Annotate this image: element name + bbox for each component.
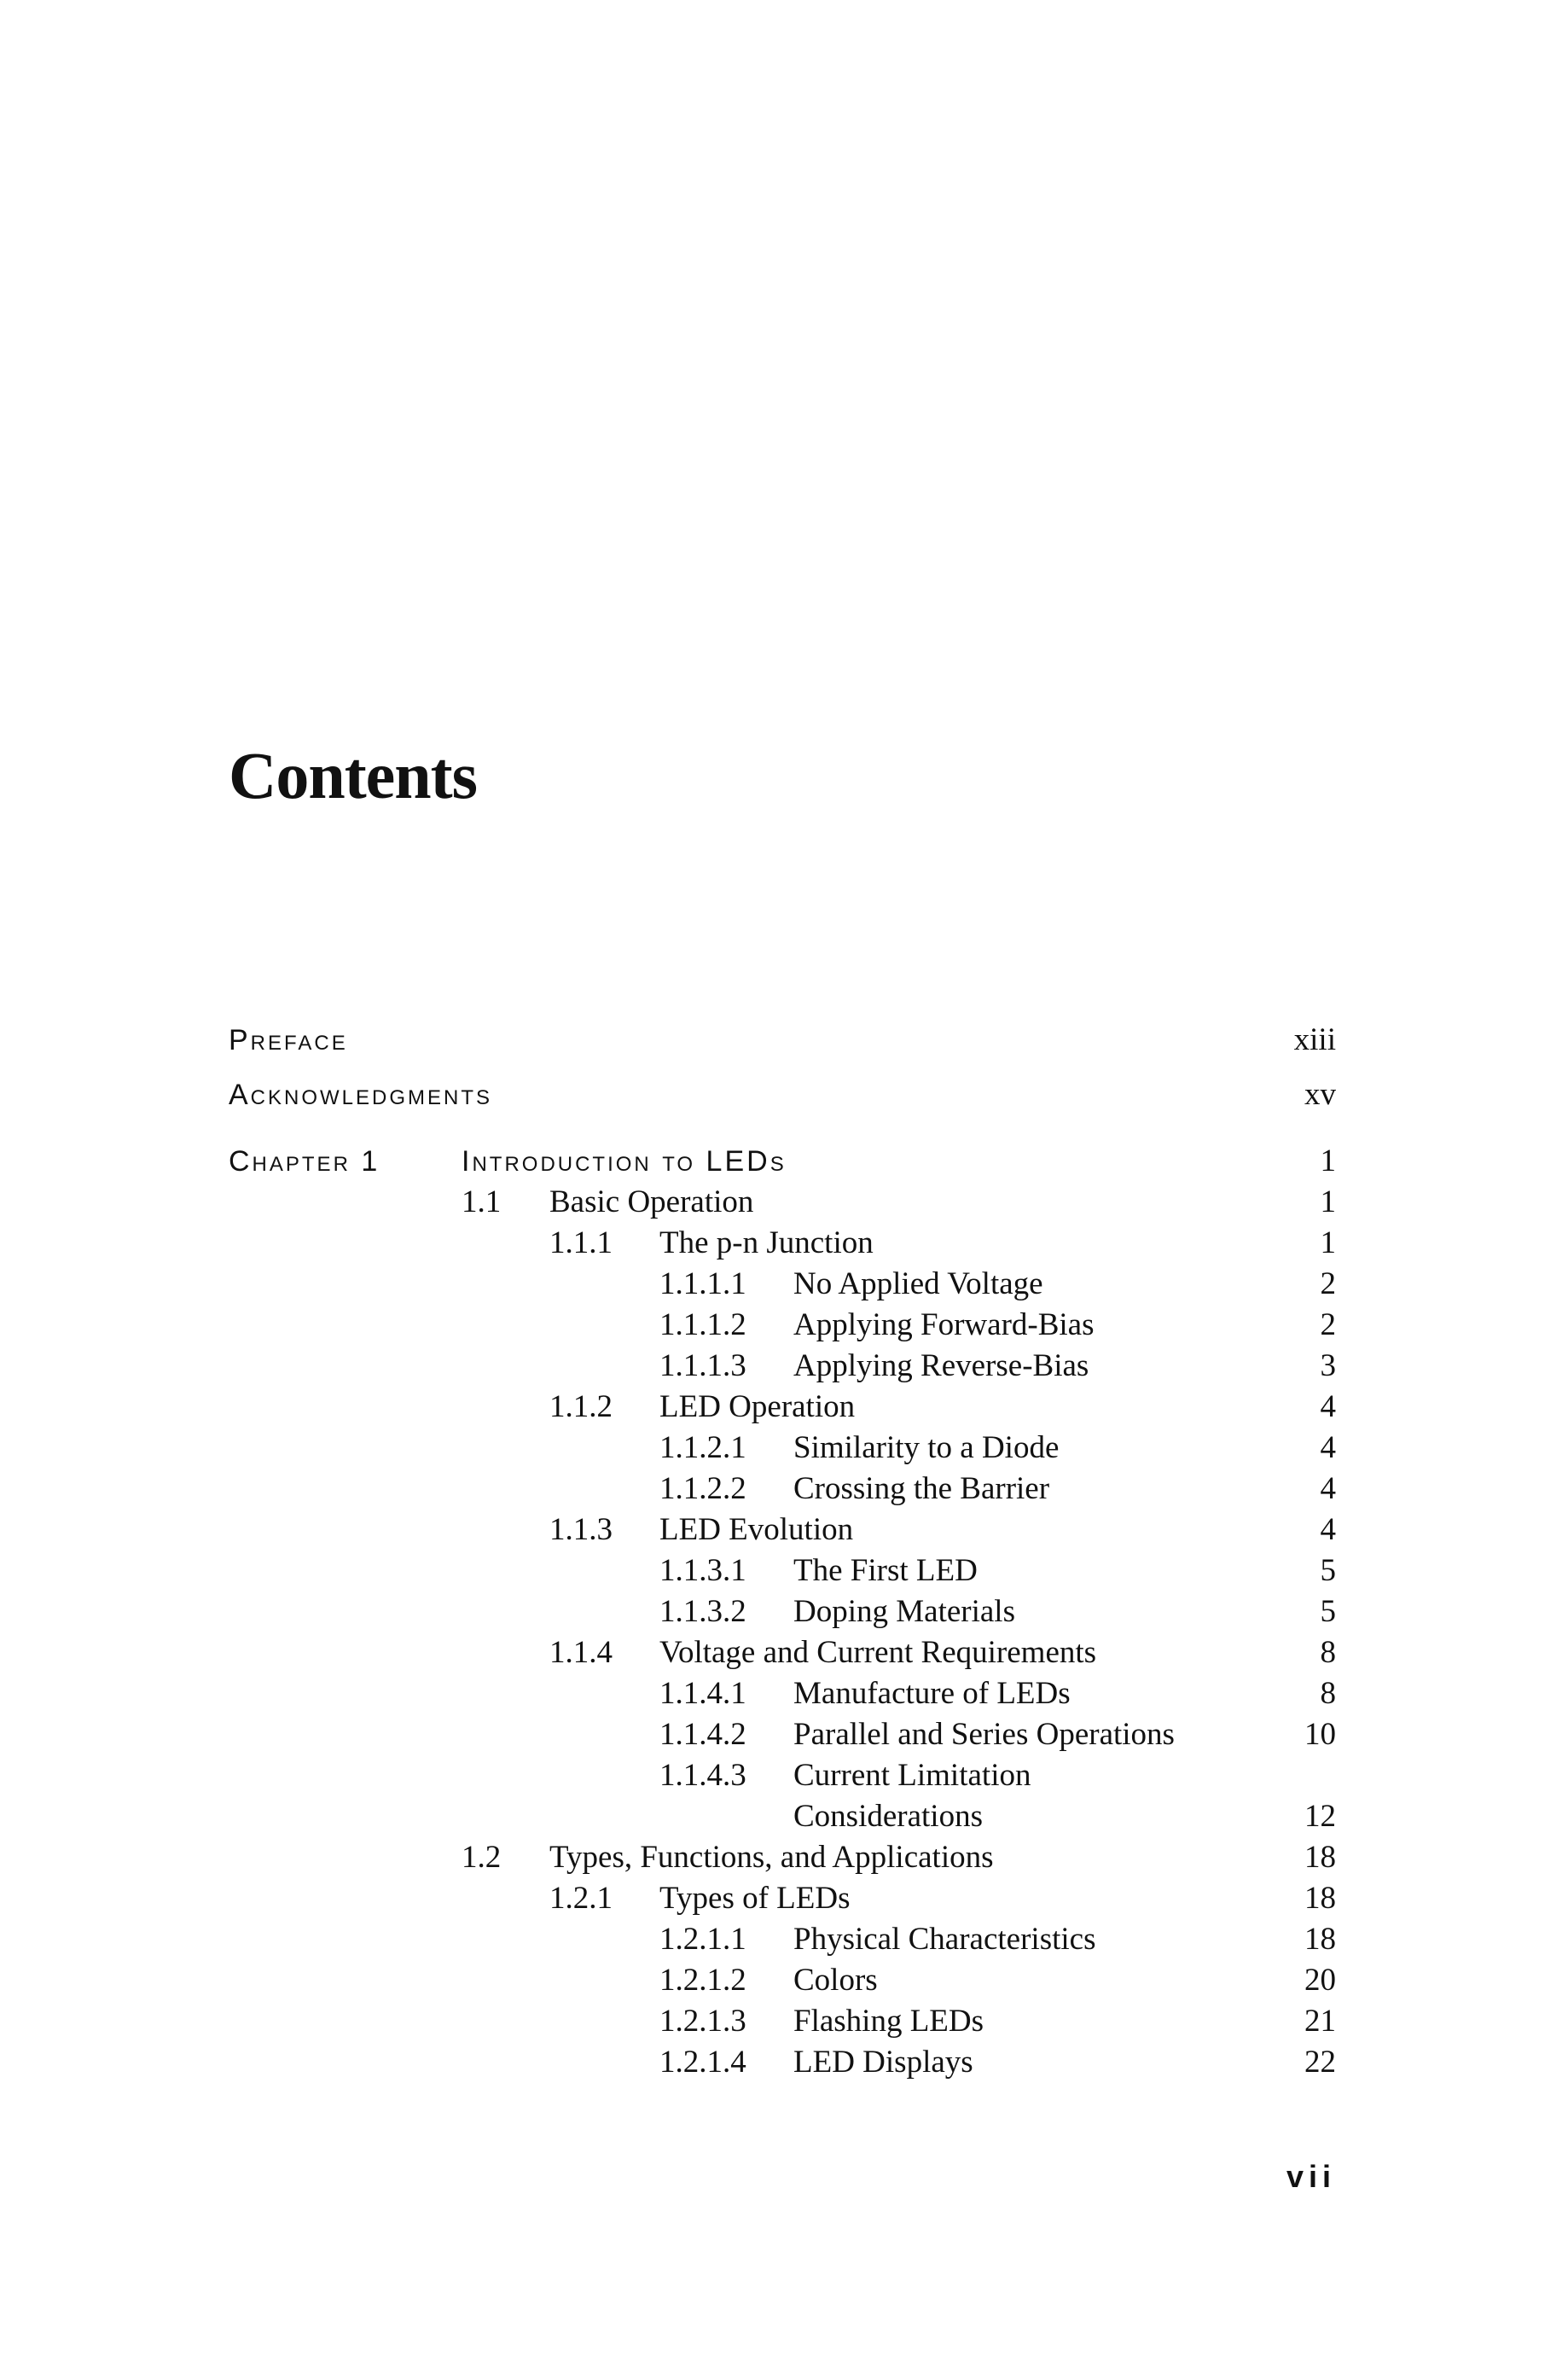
section-title: Basic Operation [549, 1184, 754, 1219]
toc-section[interactable] [0, 1837, 1568, 1878]
section-title: Voltage and Current Requirements [659, 1635, 1097, 1670]
toc-page-number: 4 [1320, 1430, 1336, 1465]
toc-page-number: 2 [1320, 1307, 1336, 1342]
toc-entry-title: Preface [229, 1024, 348, 1056]
toc-entry-acknowledgments[interactable] [0, 1074, 1568, 1115]
toc-subsubsection[interactable] [0, 1960, 1568, 2001]
toc-subsubsection[interactable] [0, 2001, 1568, 2042]
toc-page-number: 1 [1320, 1225, 1336, 1260]
section-title: Crossing the Barrier [793, 1471, 1050, 1506]
page-title: Contents [229, 738, 478, 812]
toc-subsubsection[interactable] [0, 1919, 1568, 1960]
section-number: 1.1.4 [549, 1635, 613, 1670]
section-title: LED Evolution [659, 1512, 854, 1547]
section-title-continuation: Considerations [793, 1799, 983, 1834]
section-number: 1.1.1.3 [659, 1348, 746, 1383]
page-folio: vii [1286, 2159, 1336, 2194]
section-title: Similarity to a Diode [793, 1430, 1060, 1465]
section-title: Parallel and Series Operations [793, 1717, 1175, 1752]
toc-page-number: 1 [1320, 1143, 1336, 1178]
toc-entry-title: Acknowledgments [229, 1079, 493, 1111]
section-title: Types, Functions, and Applications [549, 1840, 994, 1875]
section-number: 1.2.1 [549, 1881, 613, 1916]
section-number: 1.1.1.2 [659, 1307, 746, 1342]
toc-page-number: xiii [1293, 1022, 1336, 1057]
toc-subsection[interactable] [0, 1510, 1568, 1551]
section-title: The First LED [793, 1553, 978, 1588]
section-number: 1.1.3.1 [659, 1553, 746, 1588]
section-title: Manufacture of LEDs [793, 1676, 1071, 1711]
section-title: Flashing LEDs [793, 2004, 984, 2039]
section-title: Applying Reverse-Bias [793, 1348, 1089, 1383]
section-title: Physical Characteristics [793, 1922, 1096, 1957]
toc-page-number: 21 [1304, 2004, 1336, 2039]
toc-subsubsection[interactable] [0, 1305, 1568, 1346]
chapter-title: Introduction to LEDs [462, 1145, 787, 1178]
section-number: 1.1 [462, 1184, 502, 1219]
toc-subsection[interactable] [0, 1387, 1568, 1428]
toc-subsection[interactable] [0, 1632, 1568, 1673]
toc-page-number: 2 [1320, 1266, 1336, 1301]
toc-page-number: 22 [1304, 2045, 1336, 2080]
section-number: 1.1.2.2 [659, 1471, 746, 1506]
section-number: 1.1.3 [549, 1512, 613, 1547]
toc-page-number: 8 [1320, 1676, 1336, 1711]
toc-subsubsection[interactable] [0, 2042, 1568, 2083]
section-number: 1.1.4.3 [659, 1758, 746, 1793]
section-title: Colors [793, 1963, 878, 1998]
toc-subsubsection-continuation[interactable] [0, 1796, 1568, 1837]
section-number: 1.2.1.2 [659, 1963, 746, 1998]
toc-subsubsection[interactable] [0, 1755, 1568, 1796]
chapter-label: Chapter 1 [229, 1145, 380, 1178]
toc-subsubsection[interactable] [0, 1591, 1568, 1632]
section-number: 1.2 [462, 1840, 502, 1875]
section-number: 1.2.1.3 [659, 2004, 746, 2039]
section-title: No Applied Voltage [793, 1266, 1043, 1301]
toc-page-number: 3 [1320, 1348, 1336, 1383]
toc-chapter-heading[interactable] [0, 1141, 1568, 1182]
toc-subsubsection[interactable] [0, 1428, 1568, 1469]
section-number: 1.2.1.1 [659, 1922, 746, 1957]
toc-page-number: 18 [1304, 1881, 1336, 1916]
toc-page-number: 10 [1304, 1717, 1336, 1752]
section-number: 1.1.1.1 [659, 1266, 746, 1301]
section-number: 1.1.1 [549, 1225, 613, 1260]
toc-subsubsection[interactable] [0, 1469, 1568, 1510]
section-number: 1.2.1.4 [659, 2045, 746, 2080]
section-number: 1.1.2 [549, 1389, 613, 1424]
toc-subsubsection[interactable] [0, 1714, 1568, 1755]
toc-subsection[interactable] [0, 1223, 1568, 1264]
section-title: Applying Forward-Bias [793, 1307, 1095, 1342]
toc-page-number: 18 [1304, 1840, 1336, 1875]
toc-subsubsection[interactable] [0, 1264, 1568, 1305]
toc-page-number: 1 [1320, 1184, 1336, 1219]
toc-subsection[interactable] [0, 1878, 1568, 1919]
toc-page-number: 4 [1320, 1471, 1336, 1506]
section-number: 1.1.4.1 [659, 1676, 746, 1711]
toc-page-number: 12 [1304, 1799, 1336, 1834]
section-title: Doping Materials [793, 1594, 1015, 1629]
section-title: LED Displays [793, 2045, 973, 2080]
toc-entry-preface[interactable] [0, 1020, 1568, 1061]
section-title: Types of LEDs [659, 1881, 851, 1916]
section-number: 1.1.4.2 [659, 1717, 746, 1752]
toc-page-number: 18 [1304, 1922, 1336, 1957]
toc-subsubsection[interactable] [0, 1551, 1568, 1591]
toc-page-number: 5 [1320, 1553, 1336, 1588]
toc-section[interactable] [0, 1182, 1568, 1223]
toc-subsubsection[interactable] [0, 1673, 1568, 1714]
toc-page-number: 4 [1320, 1512, 1336, 1547]
section-title: The p-n Junction [659, 1225, 874, 1260]
section-title: Current Limitation [793, 1758, 1031, 1793]
section-number: 1.1.3.2 [659, 1594, 746, 1629]
toc-page-number: 4 [1320, 1389, 1336, 1424]
toc-page-number: 8 [1320, 1635, 1336, 1670]
section-title: LED Operation [659, 1389, 856, 1424]
toc-page-number: xv [1304, 1077, 1336, 1112]
section-number: 1.1.2.1 [659, 1430, 746, 1465]
toc-subsubsection[interactable] [0, 1346, 1568, 1387]
toc-page-number: 5 [1320, 1594, 1336, 1629]
toc-page-number: 20 [1304, 1963, 1336, 1998]
